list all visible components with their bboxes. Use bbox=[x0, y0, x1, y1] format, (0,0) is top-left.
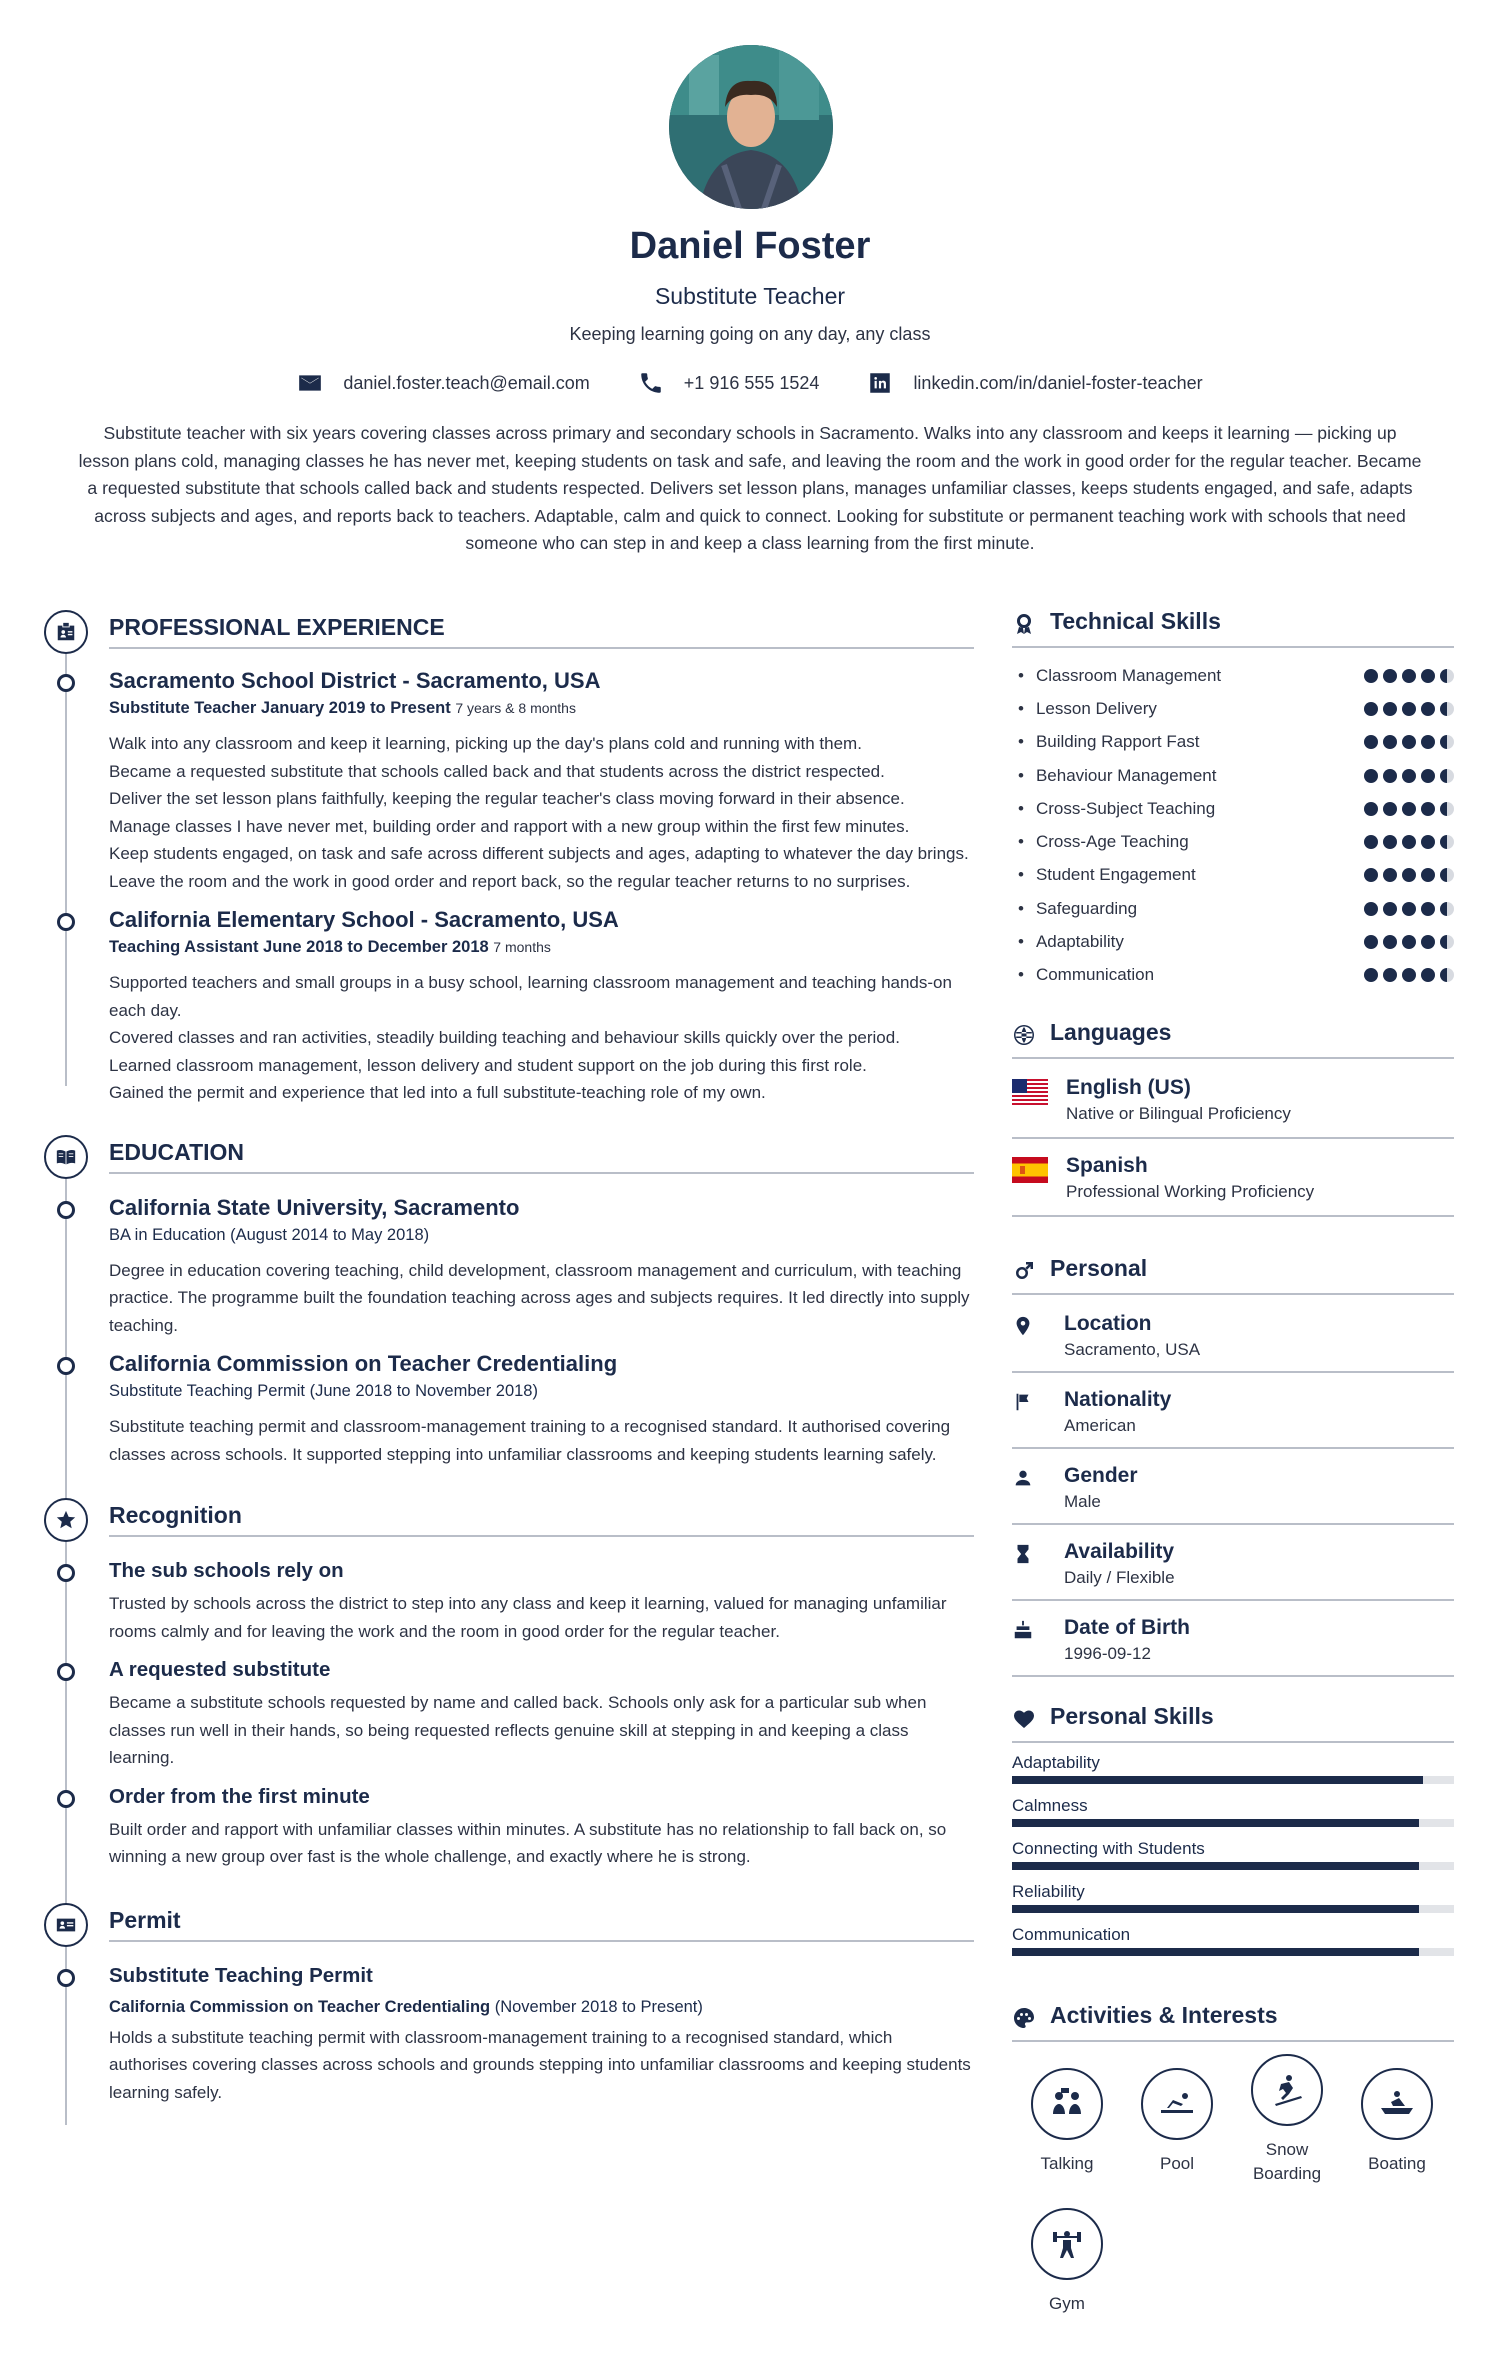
person-icon bbox=[1012, 1467, 1034, 1489]
rating-dot bbox=[1421, 802, 1435, 816]
entry-title: Sacramento School District - Sacramento, USA bbox=[109, 668, 601, 693]
rating-dot bbox=[1364, 902, 1378, 916]
skill-bar bbox=[1012, 1776, 1454, 1784]
education-heading: EDUCATION bbox=[109, 1138, 245, 1165]
technical-skill-label: • Student Engagement bbox=[1018, 865, 1196, 885]
entry-line: Gained the permit and experience that led into a full substitute-teaching role of my own. bbox=[109, 1083, 766, 1102]
entry-title: The sub schools rely on bbox=[109, 1559, 344, 1582]
skill-rating bbox=[1364, 702, 1454, 716]
personal-heading: Personal bbox=[1050, 1255, 1148, 1281]
permit-heading: Permit bbox=[109, 1906, 181, 1933]
rating-dot bbox=[1440, 935, 1454, 949]
rating-dot bbox=[1402, 935, 1416, 949]
rating-dot bbox=[1440, 702, 1454, 716]
entry-dates: January 2019 to Present bbox=[260, 699, 451, 717]
hourglass-icon bbox=[1012, 1543, 1034, 1565]
activity-talking bbox=[1012, 2068, 1122, 2186]
rating-dot bbox=[1402, 902, 1416, 916]
star-badge-icon bbox=[44, 1498, 88, 1542]
rating-dot bbox=[1402, 702, 1416, 716]
technical-skills-heading: Technical Skills bbox=[1050, 608, 1221, 634]
rating-dot bbox=[1402, 802, 1416, 816]
rating-dot bbox=[1383, 669, 1397, 683]
technical-skill-label: • Behaviour Management bbox=[1018, 766, 1216, 786]
recognition-section bbox=[44, 1498, 974, 1871]
skill-rating bbox=[1364, 735, 1454, 749]
entry-title: California Elementary School - Sacramento, USA bbox=[109, 907, 619, 932]
entry-role: Substitute Teacher bbox=[109, 699, 257, 717]
activities-grid bbox=[1012, 2068, 1454, 2330]
rating-dot bbox=[1364, 702, 1378, 716]
rating-dot bbox=[1383, 935, 1397, 949]
technical-skill-item bbox=[1012, 659, 1454, 692]
palette-icon bbox=[1012, 2006, 1036, 2030]
technical-skill-item bbox=[1012, 825, 1454, 858]
personal-label: Availability bbox=[1064, 1540, 1175, 1563]
rating-dot bbox=[1383, 968, 1397, 982]
rating-dot bbox=[1383, 902, 1397, 916]
language-level: Professional Working Proficiency bbox=[1066, 1182, 1315, 1201]
technical-skill-label: • Cross-Subject Teaching bbox=[1018, 799, 1215, 819]
skill-bar-fill bbox=[1012, 1862, 1419, 1870]
entry-line: Supported teachers and small groups in a busy school, learning classroom management and teaching hands-on each day. bbox=[109, 973, 952, 1020]
timeline-dot bbox=[57, 1663, 75, 1681]
linkedin-text[interactable]: linkedin.com/in/daniel-foster-teacher bbox=[913, 372, 1203, 393]
skill-bar bbox=[1012, 1819, 1454, 1827]
recognition-heading: Recognition bbox=[109, 1502, 242, 1528]
boating-icon bbox=[1377, 2084, 1417, 2124]
language-name: English (US) bbox=[1066, 1076, 1191, 1099]
technical-skill-item bbox=[1012, 925, 1454, 958]
activity-label: Boating bbox=[1368, 2154, 1426, 2173]
entry-line: Walk into any classroom and keep it learning, picking up the day's plans cold and running with them. bbox=[109, 734, 862, 753]
location-pin-icon bbox=[1012, 1315, 1034, 1337]
language-item bbox=[1012, 1061, 1454, 1139]
heart-icon bbox=[1012, 1707, 1036, 1731]
entry-role: Teaching Assistant bbox=[109, 938, 259, 956]
profile-photo bbox=[669, 45, 833, 209]
personal-item-gender bbox=[1012, 1449, 1454, 1525]
rating-dot bbox=[1402, 968, 1416, 982]
activity-label: Snow Boarding bbox=[1252, 2140, 1322, 2183]
language-item bbox=[1012, 1139, 1454, 1217]
rating-dot bbox=[1364, 769, 1378, 783]
entry-line: Became a requested substitute that schools called back and that students across the district respected. bbox=[109, 761, 885, 781]
skill-bar-fill bbox=[1012, 1905, 1419, 1913]
personal-item-dob bbox=[1012, 1601, 1454, 1677]
rating-dot bbox=[1383, 802, 1397, 816]
id-badge-icon bbox=[44, 610, 88, 654]
personal-skill-item bbox=[1012, 1751, 1454, 1784]
skill-bar bbox=[1012, 1948, 1454, 1956]
timeline-dot bbox=[57, 913, 75, 931]
language-level: Native or Bilingual Proficiency bbox=[1066, 1104, 1291, 1123]
rating-dot bbox=[1421, 835, 1435, 849]
personal-label: Date of Birth bbox=[1064, 1616, 1190, 1639]
phone-text[interactable]: +1 916 555 1524 bbox=[683, 372, 820, 393]
skill-bar-fill bbox=[1012, 1948, 1419, 1956]
technical-skill-item bbox=[1012, 759, 1454, 792]
activity-pool bbox=[1122, 2068, 1232, 2186]
activity-snowboarding bbox=[1232, 2054, 1342, 2186]
talking-icon bbox=[1047, 2084, 1087, 2124]
education-entry bbox=[44, 1349, 974, 1468]
permit-entry bbox=[44, 1961, 974, 2107]
technical-skill-item bbox=[1012, 959, 1454, 992]
education-section bbox=[44, 1135, 974, 1469]
activity-label: Talking bbox=[1040, 2154, 1094, 2173]
entry-description bbox=[109, 969, 974, 1107]
rating-dot bbox=[1421, 735, 1435, 749]
rating-dot bbox=[1421, 968, 1435, 982]
personal-skills-list bbox=[1012, 1751, 1454, 1956]
personal-section bbox=[1012, 1253, 1454, 1677]
technical-skill-label: • Classroom Management bbox=[1018, 666, 1221, 686]
contact-row bbox=[0, 370, 1500, 396]
skill-rating bbox=[1364, 835, 1454, 849]
rating-dot bbox=[1383, 735, 1397, 749]
entry-title: Order from the first minute bbox=[109, 1784, 370, 1808]
entry-line: Learned classroom management, lesson delivery and student support on the job during this first role. bbox=[109, 1055, 867, 1075]
recognition-entry bbox=[44, 1556, 974, 1645]
personal-value: American bbox=[1064, 1416, 1136, 1435]
personal-label: Nationality bbox=[1064, 1388, 1172, 1411]
personal-skill-item bbox=[1012, 1923, 1454, 1956]
entry-description: Became a substitute schools requested by name and called back. Schools only ask for a particular sub when classes run well in their hands, so being requested reflects genuine skill at stepping in and keeping a class learning. bbox=[109, 1693, 927, 1767]
education-entry bbox=[44, 1193, 974, 1340]
rating-dot bbox=[1421, 935, 1435, 949]
entry-description: Degree in education covering teaching, child development, classroom management and curriculum, with teaching practice. The programme built the foundation teaching across ages and subjects requires. It led directly into supply teaching. bbox=[109, 1260, 970, 1335]
rating-dot bbox=[1402, 769, 1416, 783]
rating-dot bbox=[1402, 835, 1416, 849]
technical-skill-label: • Safeguarding bbox=[1018, 899, 1137, 919]
technical-skill-label: • Cross-Age Teaching bbox=[1018, 832, 1189, 852]
rating-dot bbox=[1440, 835, 1454, 849]
skill-bar-fill bbox=[1012, 1776, 1423, 1784]
book-icon bbox=[44, 1135, 88, 1179]
personal-value: Sacramento, USA bbox=[1064, 1340, 1201, 1359]
skill-rating bbox=[1364, 935, 1454, 949]
technical-skill-item bbox=[1012, 892, 1454, 925]
personal-skills-section bbox=[1012, 1701, 1454, 1956]
gender-icon bbox=[1012, 1259, 1036, 1283]
technical-skills-section bbox=[1012, 606, 1454, 992]
activity-label: Pool bbox=[1159, 2154, 1195, 2173]
technical-skill-item bbox=[1012, 859, 1454, 892]
rating-dot bbox=[1364, 868, 1378, 882]
rating-dot bbox=[1440, 735, 1454, 749]
personal-skill-item bbox=[1012, 1794, 1454, 1827]
entry-description: Substitute teaching permit and classroom-management training to a recognised standard. It authorised covering classes across schools. It supported stepping into unfamiliar classrooms and keeping students learning safely. bbox=[109, 1417, 951, 1464]
skill-bar-fill bbox=[1012, 1819, 1419, 1827]
rating-dot bbox=[1440, 902, 1454, 916]
languages-section bbox=[1012, 1017, 1454, 1217]
left-column bbox=[44, 610, 974, 2106]
personal-value: Male bbox=[1064, 1492, 1101, 1511]
timeline-dot bbox=[57, 674, 75, 692]
rating-dot bbox=[1421, 868, 1435, 882]
email-icon bbox=[297, 370, 323, 396]
permit-dates: (November 2018 to Present) bbox=[494, 1997, 703, 2016]
skill-rating bbox=[1364, 868, 1454, 882]
rating-dot bbox=[1402, 669, 1416, 683]
rating-dot bbox=[1383, 702, 1397, 716]
entry-degree: BA in Education bbox=[109, 1225, 226, 1244]
personal-skills-heading: Personal Skills bbox=[1050, 1703, 1214, 1729]
personal-item-nationality bbox=[1012, 1373, 1454, 1449]
us-flag-icon bbox=[1012, 1079, 1048, 1105]
technical-skill-item bbox=[1012, 792, 1454, 825]
technical-skills-list bbox=[1012, 659, 1454, 992]
permit-description: Holds a substitute teaching permit with classroom-management training to a recognised standard, which authorises covering classes across schools and grounds stepping into unfamiliar classrooms and keeping students learning safely. bbox=[109, 2027, 971, 2102]
recognition-entry bbox=[44, 1782, 974, 1871]
experience-section bbox=[44, 610, 974, 1107]
entry-description bbox=[109, 730, 974, 895]
technical-skill-label: • Lesson Delivery bbox=[1018, 699, 1157, 719]
skill-rating bbox=[1364, 968, 1454, 982]
technical-skill-label: • Communication bbox=[1018, 965, 1154, 985]
rating-dot bbox=[1440, 802, 1454, 816]
personal-label: Location bbox=[1064, 1312, 1152, 1335]
entry-dates: June 2018 to December 2018 bbox=[263, 938, 489, 956]
entry-line: Leave the room and the work in good order and report back, so the regular teacher returns to no surprises. bbox=[109, 871, 911, 891]
entry-description: Trusted by schools across the district to step into any class and keep it learning, valued for managing unfamiliar rooms calmly and for leaving the work and the room in good order for the regular teacher. bbox=[109, 1594, 947, 1641]
entry-duration: 7 months bbox=[493, 939, 551, 955]
linkedin-icon bbox=[867, 370, 893, 396]
rating-dot bbox=[1440, 868, 1454, 882]
skill-rating bbox=[1364, 802, 1454, 816]
timeline-dot bbox=[57, 1969, 75, 1987]
personal-skill-item bbox=[1012, 1837, 1454, 1870]
activity-gym bbox=[1012, 2208, 1122, 2316]
skill-rating bbox=[1364, 769, 1454, 783]
languages-heading: Languages bbox=[1050, 1019, 1172, 1045]
technical-skill-item bbox=[1012, 692, 1454, 725]
email-text[interactable]: daniel.foster.teach@email.com bbox=[343, 372, 590, 393]
personal-skill-label: Communication bbox=[1012, 1925, 1131, 1944]
entry-line: Deliver the set lesson plans faithfully, keeping the regular teacher's class moving forward in their absence. bbox=[109, 789, 905, 808]
rating-dot bbox=[1402, 735, 1416, 749]
permit-section bbox=[44, 1903, 974, 2107]
entry-line: Manage classes I have never met, building order and rapport with a new group within the first few minutes. bbox=[109, 816, 910, 836]
activity-boating bbox=[1342, 2068, 1452, 2186]
rating-dot bbox=[1364, 669, 1378, 683]
technical-skill-item bbox=[1012, 726, 1454, 759]
language-name: Spanish bbox=[1066, 1154, 1148, 1177]
technical-skill-label: • Building Rapport Fast bbox=[1018, 732, 1199, 752]
skill-rating bbox=[1364, 902, 1454, 916]
personal-item-location bbox=[1012, 1297, 1454, 1373]
linkedin-contact[interactable] bbox=[867, 370, 1202, 396]
entry-line: Covered classes and ran activities, steadily building teaching and behaviour skills quickly over the period. bbox=[109, 1028, 900, 1047]
rating-dot bbox=[1421, 769, 1435, 783]
entry-title: California Commission on Teacher Credentialing bbox=[109, 1351, 618, 1376]
candidate-name: Daniel Foster bbox=[629, 225, 871, 267]
personal-skill-label: Calmness bbox=[1012, 1796, 1088, 1815]
tagline: Keeping learning going on any day, any class bbox=[569, 324, 931, 344]
timeline-dot bbox=[57, 1357, 75, 1375]
rating-dot bbox=[1364, 802, 1378, 816]
experience-heading: PROFESSIONAL EXPERIENCE bbox=[109, 614, 445, 640]
id-card-icon bbox=[44, 1903, 88, 1947]
activity-label: Gym bbox=[1049, 2294, 1085, 2313]
skill-bar bbox=[1012, 1862, 1454, 1870]
rating-dot bbox=[1440, 669, 1454, 683]
personal-skill-label: Connecting with Students bbox=[1012, 1839, 1205, 1858]
entry-dates: (June 2018 to November 2018) bbox=[309, 1382, 538, 1400]
entry-degree: Substitute Teaching Permit bbox=[109, 1382, 305, 1400]
award-icon bbox=[1012, 612, 1036, 636]
es-flag-icon bbox=[1012, 1157, 1048, 1183]
technical-skill-label: • Adaptability bbox=[1018, 932, 1124, 952]
activities-heading: Activities & Interests bbox=[1050, 2002, 1278, 2028]
permit-title: Substitute Teaching Permit bbox=[109, 1963, 373, 1987]
cake-icon bbox=[1012, 1619, 1034, 1641]
entry-title: California State University, Sacramento bbox=[109, 1194, 520, 1220]
permit-issuer: California Commission on Teacher Credentialing bbox=[109, 1997, 491, 2016]
experience-entry bbox=[44, 905, 974, 1107]
personal-value: 1996-09-12 bbox=[1064, 1644, 1151, 1663]
personal-value: Daily / Flexible bbox=[1064, 1568, 1175, 1587]
entry-duration: 7 years & 8 months bbox=[455, 700, 576, 716]
rating-dot bbox=[1364, 735, 1378, 749]
timeline-dot bbox=[57, 1790, 75, 1808]
timeline-dot bbox=[57, 1201, 75, 1219]
phone-icon bbox=[638, 370, 664, 396]
recognition-entry bbox=[44, 1655, 974, 1772]
timeline-dot bbox=[57, 1564, 75, 1582]
personal-skill-label: Reliability bbox=[1012, 1882, 1085, 1901]
rating-dot bbox=[1383, 868, 1397, 882]
rating-dot bbox=[1383, 769, 1397, 783]
skill-rating bbox=[1364, 669, 1454, 683]
personal-item-availability bbox=[1012, 1525, 1454, 1601]
entry-title: A requested substitute bbox=[109, 1658, 331, 1681]
rating-dot bbox=[1383, 835, 1397, 849]
rating-dot bbox=[1364, 935, 1378, 949]
flag-icon bbox=[1012, 1391, 1034, 1413]
rating-dot bbox=[1421, 702, 1435, 716]
skill-bar bbox=[1012, 1905, 1454, 1913]
rating-dot bbox=[1402, 868, 1416, 882]
rating-dot bbox=[1421, 902, 1435, 916]
gym-icon bbox=[1047, 2224, 1087, 2264]
summary: Substitute teacher with six years covering classes across primary and secondary schools in Sacramento. Walks into any classroom and keeps it learning — picking up lesson plans cold, managing classes he has never met, keeping students on task and safe, and leaving the room and the work in good order for the regular teacher. Became a requested substitute that schools called back and students respected. Delivers set lesson plans, manages unfamiliar classes, keeps students engaged, and safe, adapts across subjects and ages, and reports back to teachers. Adaptable, calm and quick to connect. Looking for substitute or permanent teaching work with schools that need someone who can step in and keep a class learning from the first minute. bbox=[78, 423, 1422, 553]
email-contact[interactable] bbox=[297, 370, 589, 396]
entry-description: Built order and rapport with unfamiliar classes within minutes. A substitute has no relationship to fall back on, so winning a new group over fast is the whole challenge, and exactly where he is strong. bbox=[109, 1819, 947, 1866]
globe-icon bbox=[1012, 1023, 1036, 1047]
pool-icon bbox=[1157, 2084, 1197, 2124]
entry-line: Keep students engaged, on task and safe across different subjects and ages, adapting to whatever the day brings. bbox=[109, 844, 969, 863]
rating-dot bbox=[1364, 835, 1378, 849]
rating-dot bbox=[1440, 769, 1454, 783]
rating-dot bbox=[1440, 968, 1454, 982]
activities-section bbox=[1012, 2000, 1454, 2330]
personal-skill-label: Adaptability bbox=[1012, 1753, 1100, 1772]
entry-dates: (August 2014 to May 2018) bbox=[230, 1225, 430, 1244]
rating-dot bbox=[1421, 669, 1435, 683]
experience-entry bbox=[44, 666, 974, 895]
phone-contact[interactable] bbox=[638, 370, 820, 396]
rating-dot bbox=[1364, 968, 1378, 982]
personal-label: Gender bbox=[1064, 1464, 1138, 1487]
job-title: Substitute Teacher bbox=[654, 283, 846, 309]
personal-skill-item bbox=[1012, 1880, 1454, 1913]
snowboarding-icon bbox=[1267, 2070, 1307, 2110]
